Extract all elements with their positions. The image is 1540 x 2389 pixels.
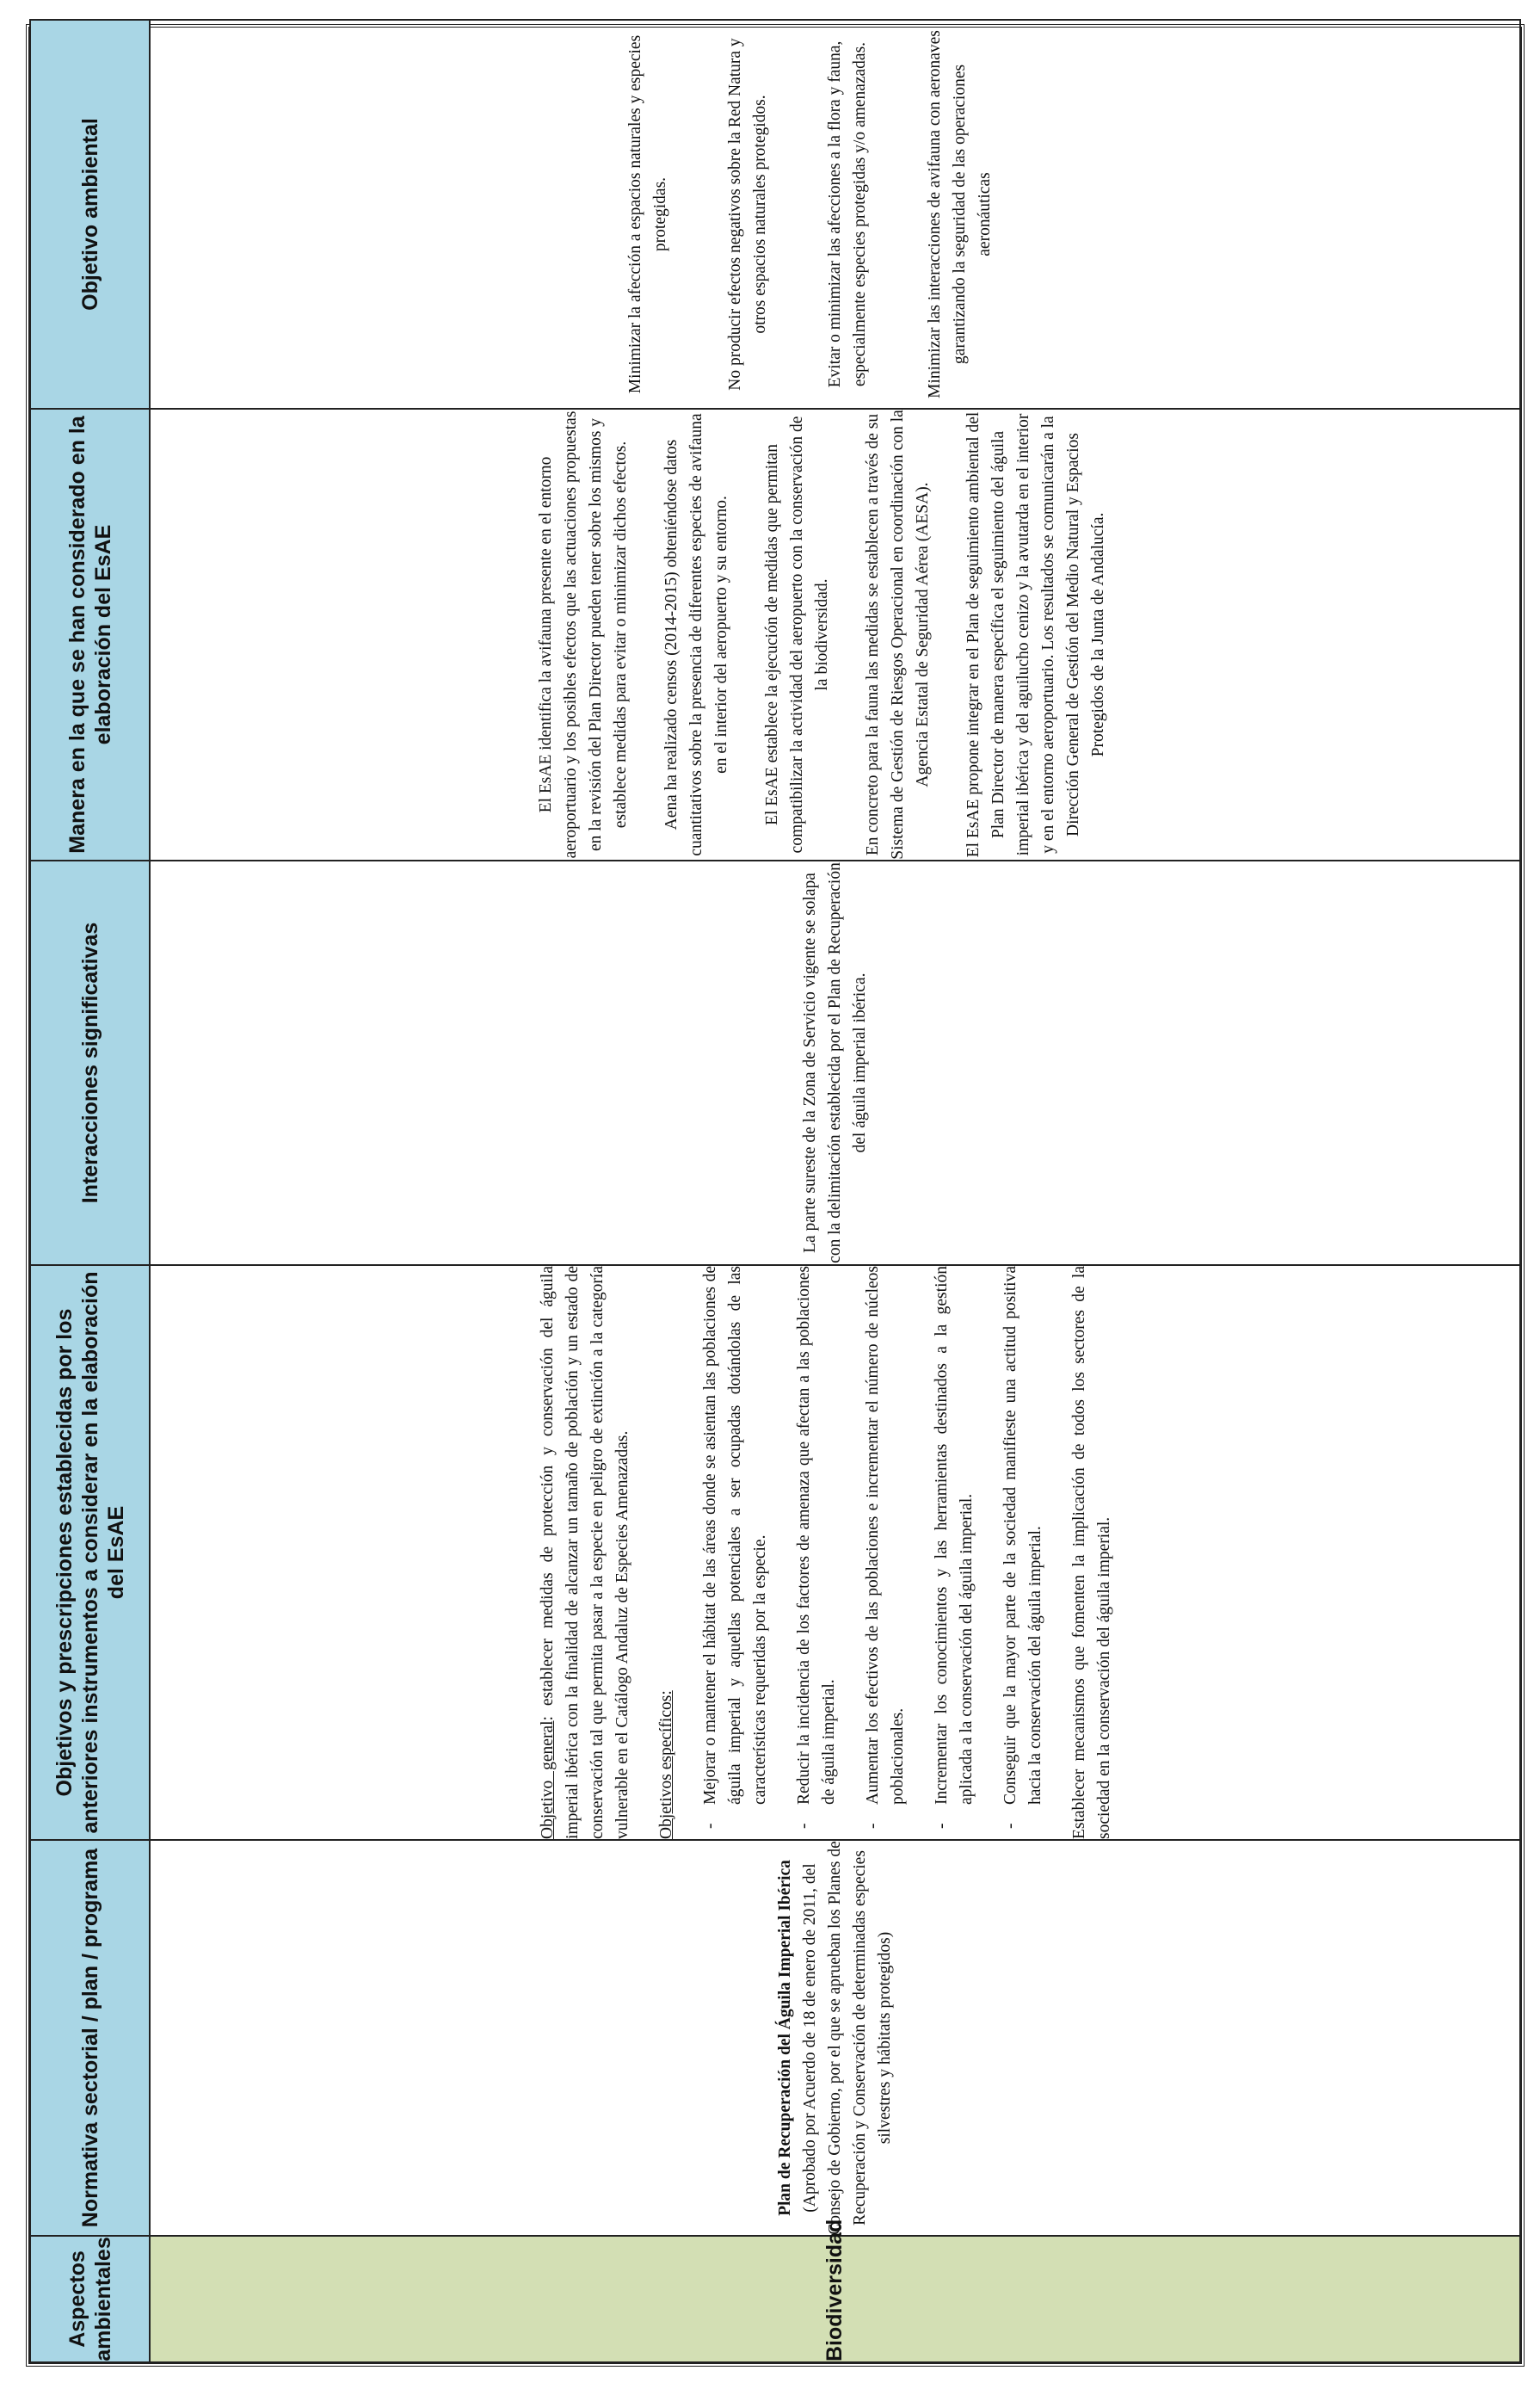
objetivo-ambiental-cell (150, 20, 1520, 409)
objetivos-cell (150, 1265, 1520, 1840)
objetivos-especificos-heading (654, 1266, 679, 1839)
aspect-cell: Biodiversidad (150, 2236, 1520, 2362)
normativa-detail: (Aprobado por Acuerdo de 18 de enero de 2011, del Consejo de Gobierno, por el que se aprueban los Planes de Recuperación y Conservación de determinadas especies silvestres y hábitats protegidos) (801, 1841, 894, 2235)
list-item: - Incrementar los conocimientos y las herramientas destinados a la gestión aplicada a la conservación del águila imperial. (932, 1266, 976, 1829)
header-interacciones: Interacciones significativas (30, 861, 150, 1265)
manera-paragraph: El EsAE propone integrar en el Plan de seguimiento ambiental del Plan Director de manera específica el seguimiento del águila imperial ibérica y del aguilucho cenizo y la avutarda en el interior y en el entorno aeroportuario. Los resultados se comunicarán a la Dirección General de Gestión del Medio Natural y Espacios Protegidos de la Junta de Andalucía. (964, 411, 1107, 858)
objetivo-ambiental-item: Minimizar la afección a espacios naturales y especies protegidas. (626, 34, 669, 394)
list-item: - Reducir la incidencia de los factores de amenaza que afectan a las poblaciones de águila imperial. (794, 1266, 838, 1829)
objetivo-general-label: Objetivo general (538, 1720, 557, 1839)
objetivo-ambiental-item: Minimizar las interacciones de avifauna con aeronaves garantizando la seguridad de las operaciones aeronáuticas (926, 30, 994, 398)
header-objetivo-ambiental: Objetivo ambiental (30, 20, 150, 409)
header-manera: Manera en la que se han considerado en la elaboración del EsAE (30, 409, 150, 861)
normativa-cell (150, 1840, 1520, 2236)
normativa-title: Plan de Recuperación del Águila Imperial Ibérica (776, 1860, 794, 2216)
objetivo-ambiental-item: No producir efectos negativos sobre la Red Natura y otros espacios naturales protegidos. (726, 38, 769, 391)
interacciones-text: La parte sureste de la Zona de Servicio vigente se solapa con la delimitación establecida por el Plan de Recuperación del águila imperial ibérica. (801, 862, 869, 1263)
objetivos-especificos-list (698, 1266, 1048, 1839)
table-row (150, 20, 1520, 2362)
list-item: - Conseguir que la mayor parte de la sociedad manifieste una actitud positiva hacia la conservación del águila imperial. (1001, 1266, 1044, 1829)
objetivo-general-text: : establecer medidas de protección y conservación del águila imperial ibérica con la finalidad de alcanzar un tamaño de población y un estado de conservación tal que permita pasar a la especie en peligro de extinción a la categoría vulnerable en el Catálogo Andaluz de Especies Amenazadas. (538, 1266, 631, 1839)
objetivo-final: Establecer mecanismos que fomenten la implicación de todos los sectores de la sociedad en la conservación del águila imperial. (1069, 1266, 1113, 1839)
manera-cell (150, 409, 1520, 861)
aspects-grid (29, 19, 1521, 2363)
header-objetivos: Objetivos y prescripciones establecidas por los anteriores instrumentos a considerar en la elaboración del EsAE (30, 1265, 150, 1840)
list-item: - Mejorar o mantener el hábitat de las áreas donde se asientan las poblaciones de águila imperial y aquellas potenciales a ser ocupadas dotándolas de las características requeridas por la especie. (700, 1266, 769, 1829)
manera-paragraph: En concreto para la fauna las medidas se establecen a través de su Sistema de Gestión de Riesgos Operacional en coordinación con la Agencia Estatal de Seguridad Aérea (AESA). (864, 410, 932, 860)
objetivo-general (535, 1266, 635, 1839)
header-row (30, 20, 150, 2362)
objetivo-ambiental-item: Evitar o minimizar las afecciones a la flora y fauna, especialmente especies protegidas y/o amenazadas. (826, 40, 869, 388)
interacciones-cell (150, 861, 1520, 1265)
objetivos-especificos-label: Objetivos específicos: (656, 1690, 675, 1839)
header-aspectos: Aspectos ambientales (30, 2236, 150, 2362)
manera-paragraph: Aena ha realizado censos (2014-2015) obteniéndose datos cuantitativos sobre la presencia de diferentes especies de avifauna en el interior del aeropuerto y su entorno. (662, 413, 730, 856)
list-item: - Aumentar los efectivos de las poblaciones e incrementar el número de núcleos poblacionales. (863, 1266, 907, 1829)
header-normativa: Normativa sectorial / plan / programa (30, 1840, 150, 2236)
manera-paragraph: El EsAE establece la ejecución de medidas que permitan compatibilizar la actividad del aeropuerto con la conservación de la biodiversidad. (763, 416, 831, 854)
manera-paragraph: El EsAE identifica la avifauna presente en el entorno aeroportuario y los posibles efectos que las actuaciones propuestas en la revisión del Plan Director pueden tener sobre los mismos y establece medidas para evitar o minimizar dichos efectos. (537, 411, 630, 859)
environmental-aspects-table (26, 24, 1525, 2367)
